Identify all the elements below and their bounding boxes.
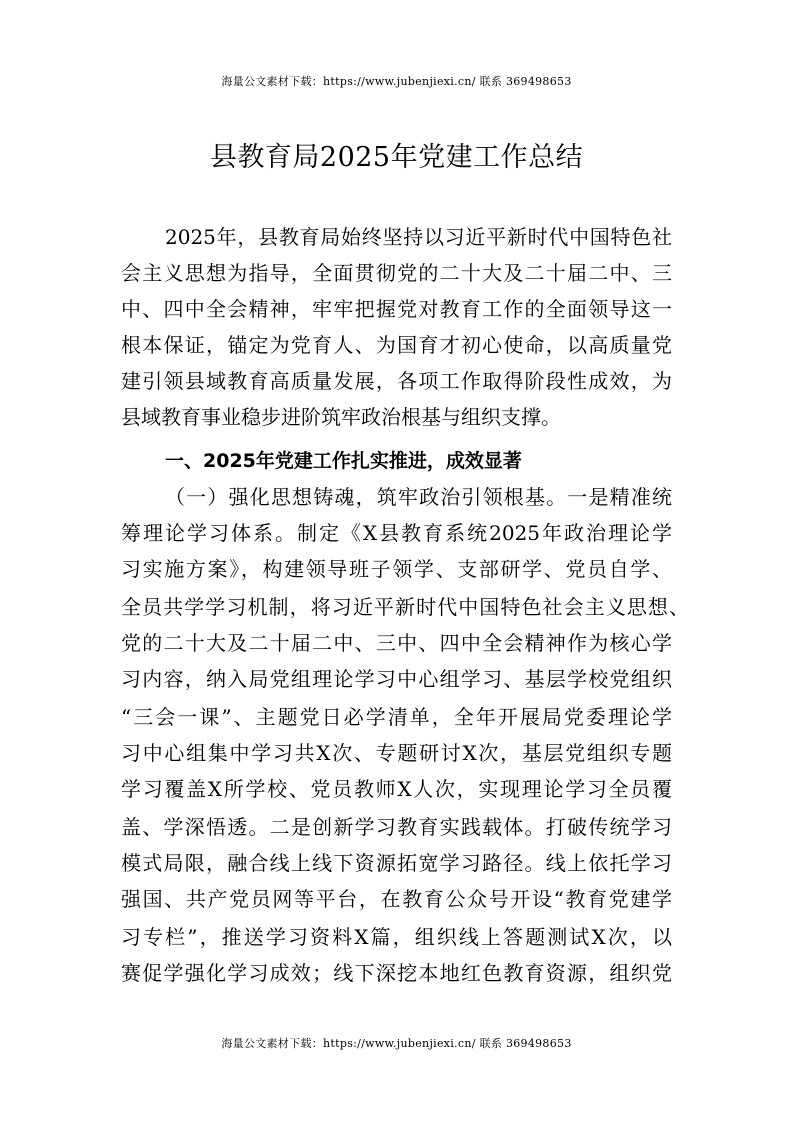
intro-line: 建引领县域教育高质量发展，各项工作取得阶段性成效，为 (121, 369, 672, 393)
intro-line: 2025年，县教育局始终坚持以习近平新时代中国特色社 (165, 225, 672, 249)
intro-line: 会主义思想为指导，全面贯彻党的二十大及二十届二中、三 (121, 261, 672, 285)
intro-line: 县域教育事业稳步进阶筑牢政治根基与组织支撑。 (121, 405, 561, 429)
page-footer: 海量公文素材下载：https://www.jubenjiexi.cn/ 联系 369498653 (221, 1037, 572, 1050)
body-line: 习中心组集中学习共X次、专题研讨X次，基层党组织专题 (121, 741, 672, 765)
body-line: 筹理论学习体系。制定《X县教育系统2025年政治理论学 (121, 521, 672, 545)
body-line: （一）强化思想铸魂，筑牢政治引领根基。一是精准统 (165, 485, 672, 509)
section-heading: 一、2025年党建工作扎实推进，成效显著 (165, 450, 522, 472)
body-line: 习专栏”，推送学习资料X篇，组织线上答题测试X次，以 (121, 925, 672, 949)
body-line: 习实施方案》，构建领导班子领学、支部研学、党员自学、 (121, 557, 672, 581)
body-line: 赛促学强化学习成效；线下深挖本地红色教育资源，组织党 (121, 961, 672, 985)
intro-line: 根本保证，锚定为党育人、为国育才初心使命，以高质量党 (121, 333, 672, 357)
body-line: 习内容，纳入局党组理论学习中心组学习、基层学校党组织 (121, 667, 672, 691)
body-line: 党的二十大及二十届二中、三中、四中全会精神作为核心学 (121, 631, 672, 655)
intro-line: 中、四中全会精神，牢牢把握党对教育工作的全面领导这一 (121, 297, 672, 321)
body-line: 模式局限，融合线上线下资源拓宽学习路径。线上依托学习 (121, 851, 672, 875)
body-line: 盖、学深悟透。二是创新学习教育实践载体。打破传统学习 (121, 815, 672, 839)
body-line: “三会一课”、主题党日必学清单，全年开展局党委理论学 (121, 705, 672, 729)
page-header: 海量公文素材下载：https://www.jubenjiexi.cn/ 联系 369498653 (221, 75, 572, 88)
document-title: 县教育局2025年党建工作总结 (209, 142, 584, 173)
body-line: 强国、共产党员网等平台，在教育公众号开设“教育党建学 (121, 887, 672, 911)
body-line: 学习覆盖X所学校、党员教师X人次，实现理论学习全员覆 (121, 777, 672, 801)
body-line: 全员共学学习机制，将习近平新时代中国特色社会主义思想、 (121, 595, 689, 619)
